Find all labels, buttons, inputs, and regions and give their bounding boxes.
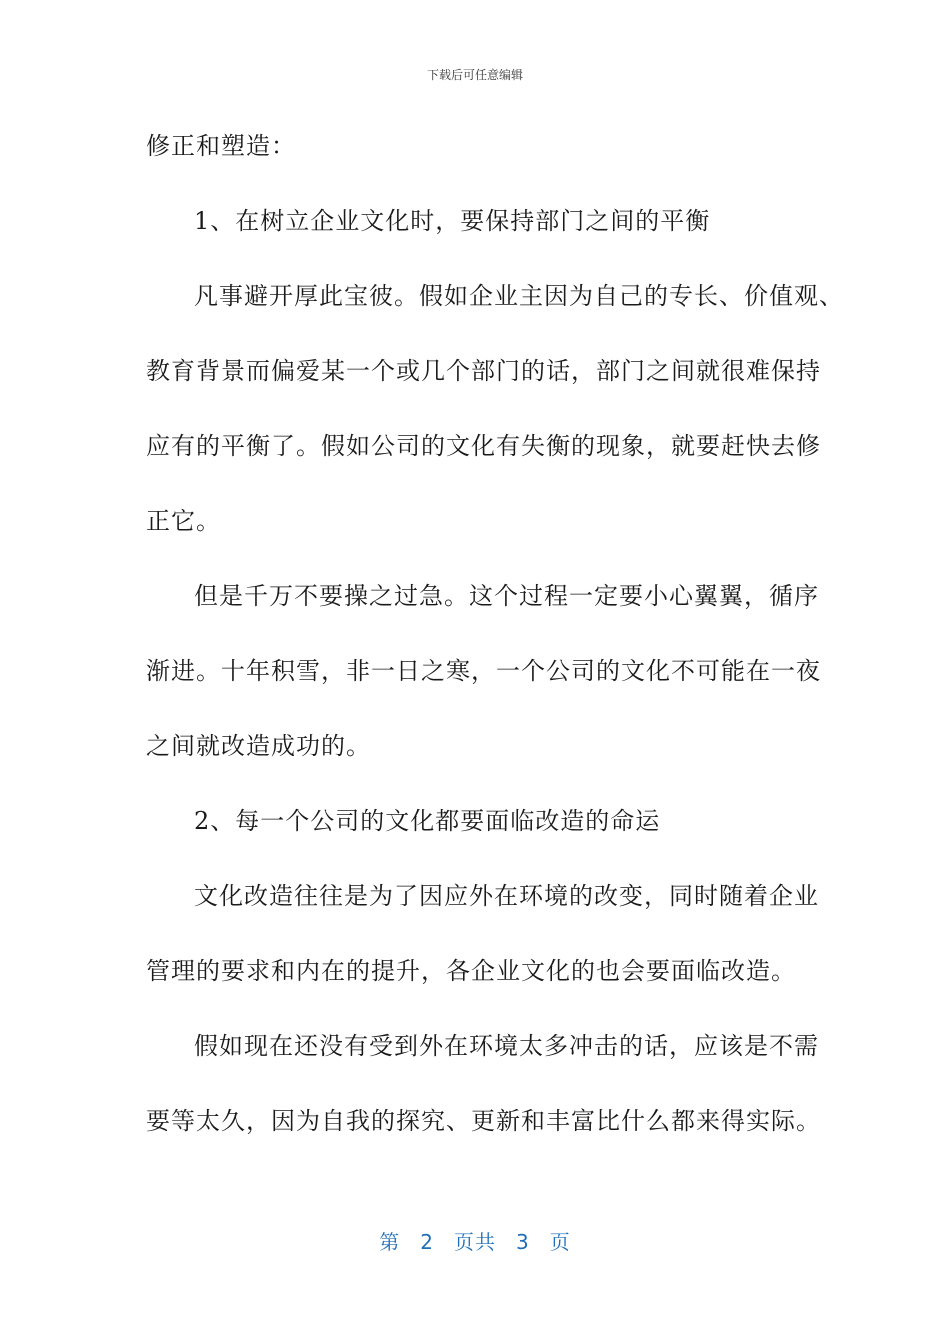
body-line: 修正和塑造： — [146, 132, 296, 160]
body-line: 教育背景而偏爱某一个或几个部门的话，部门之间就很难保持 — [146, 357, 821, 385]
section-heading: 2、每一个公司的文化都要面临改造的命运 — [194, 807, 661, 835]
body-line: 应有的平衡了。假如公司的文化有失衡的现象，就要赶快去修 — [146, 432, 821, 460]
body-line: 凡事避开厚此宝彼。假如企业主因为自己的专长、价值观、 — [194, 282, 844, 310]
section-heading: 1、在树立企业文化时，要保持部门之间的平衡 — [194, 207, 711, 235]
page-footer — [0, 1226, 950, 1255]
footer-middle: 页共 — [454, 1230, 496, 1254]
footer-suffix: 页 — [549, 1230, 571, 1254]
body-line: 文化改造往往是为了因应外在环境的改变，同时随着企业 — [194, 882, 819, 910]
total-pages-number: 3 — [516, 1230, 530, 1254]
body-line: 假如现在还没有受到外在环境太多冲击的话，应该是不需 — [194, 1032, 819, 1060]
body-line: 但是千万不要操之过急。这个过程一定要小心翼翼，循序 — [194, 582, 819, 610]
document-body — [146, 124, 844, 1174]
body-line: 渐进。十年积雪，非一日之寒，一个公司的文化不可能在一夜 — [146, 657, 821, 685]
current-page-number: 2 — [420, 1230, 434, 1254]
page-header: 下载后可任意编辑 — [426, 68, 523, 82]
body-line: 管理的要求和内在的提升，各企业文化的也会要面临改造。 — [146, 957, 796, 985]
body-line: 正它。 — [146, 507, 221, 535]
body-line: 之间就改造成功的。 — [146, 732, 371, 760]
body-line: 要等太久，因为自我的探究、更新和丰富比什么都来得实际。 — [146, 1107, 821, 1135]
footer-prefix: 第 — [379, 1230, 401, 1254]
